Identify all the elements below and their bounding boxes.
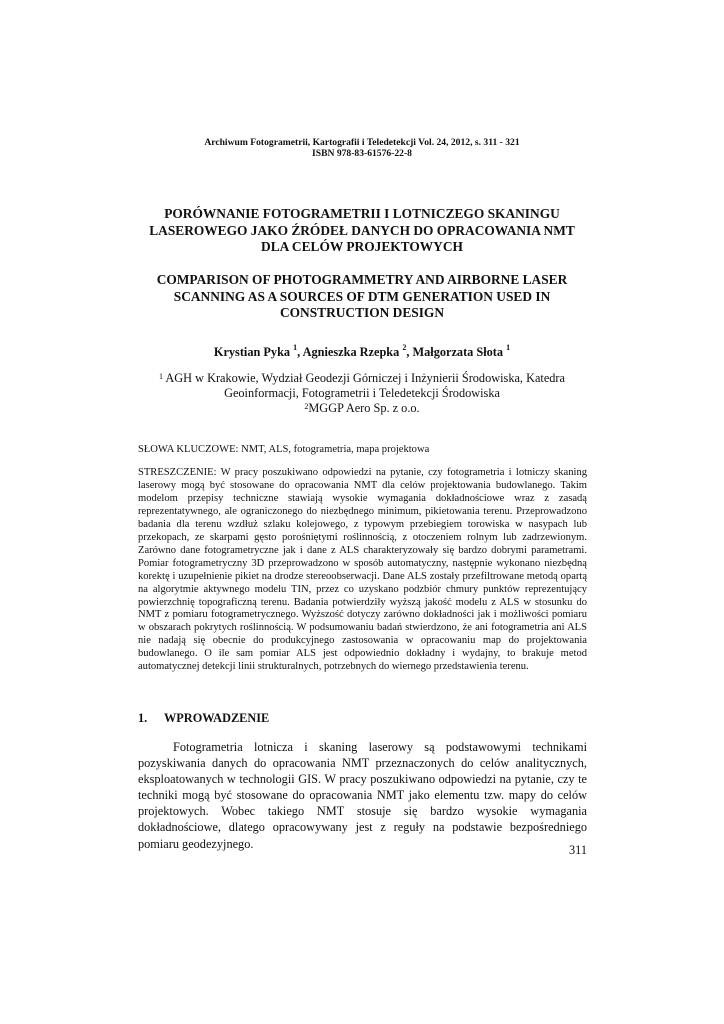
affiliation-mark: 1: [159, 372, 163, 381]
affiliations: [140, 371, 584, 416]
author-name: Agnieszka Rzepka: [302, 345, 400, 359]
author-name: Krystian Pyka: [213, 345, 291, 359]
keywords: SŁOWA KLUCZOWE: NMT, ALS, fotogrametria, mapa projektowa: [138, 444, 430, 455]
author-affiliation-mark: 1: [506, 343, 511, 352]
title-polish-line: PORÓWNANIE FOTOGRAMETRII I LOTNICZEGO SKANINGU: [164, 206, 560, 221]
affiliation-text: AGH w Krakowie, Wydział Geodezji Górniczej i Inżynierii Środowiska, Katedra: [165, 371, 565, 385]
journal-header: [0, 137, 724, 159]
affiliation-line: [140, 401, 584, 416]
journal-citation: Archiwum Fotogrametrii, Kartografii i Teledetekcji Vol. 24, 2012, s. 311 - 321: [204, 137, 520, 148]
intro-paragraph: Fotogrametria lotnicza i skaning laserowy są podstawowymi technikami pozyskiwania danych do opracowania NMT przeznaczonych do celów analitycznych, eksploatowanych w technologii GIS. W pracy poszukiwano odpowiedzi na pytanie, czy te techniki mogą być stosowane do opracowania NMT jako elementu tzw. mapy do celów projektowych. Wobec takiego NMT stosuje się bardzo wysokie wymagania dokładnościowe, dlatego opracowywany jest z reguły na podstawie bezpośredniego pomiaru geodezyjnego.: [138, 740, 587, 851]
title-polish-line: DLA CELÓW PROJEKTOWYCH: [261, 239, 463, 254]
title-english: [110, 272, 614, 322]
affiliation-mark: 2: [304, 402, 309, 411]
section-heading: [138, 711, 269, 726]
author-affiliation-mark: 1: [293, 343, 298, 352]
affiliation-line: Geoinformacji, Fotogrametrii i Teledetekcji Środowiska: [224, 386, 500, 400]
title-english-line: SCANNING AS A SOURCES OF DTM GENERATION USED IN: [173, 288, 551, 304]
affiliation-line: [140, 371, 584, 386]
abstract: STRESZCZENIE: W pracy poszukiwano odpowiedzi na pytanie, czy fotogrametria i lotniczy skaning laserowy mogą być stosowane do opracowania NMT dla celów projektowania budowlanego. Takim modelom przepisy techniczne stawiają wysokie wymagania dokładnościowe wraz z zasadą reprezentatywnego, ale ograniczonego do niezbędnego minimum, pikietowania terenu. Przeprowadzono badania dla terenu wzdłuż szlaku kolejowego, z typowym przebiegiem torowiska w nasypach lub przekopach, ze skarpami gęsto porośniętymi roślinnością, z otoczeniem rolnym lub zadrzewionym. Zarówno dane fotogrametryczne jak i dane z ALS charakteryzowały się bardzo dobrymi parametrami. Pomiar fotogrametryczny 3D przeprowadzono w sposób automatyczny, następnie wykonano niezbędną korektę i uzupełnienie pikiet na drodze stereoobserwacji. Dane ALS zostały przefiltrowane metodą opartą na algorytmie aktywnego modelu TIN, przez co uzyskano podzbiór chmury punktów reprezentujący powierzchnię topograficzną terenu. Badania potwierdziły wyższą jakość modelu z ALS w stosunku do NMT z pomiaru fotogrametrycznego. Wyższość dotyczy zarówno dokładności jak i możliwości pomiaru w obszarach pokrytych roślinnością. W podsumowaniu badań stwierdzono, że ani fotogrametria ani ALS nie nadają się obecnie do produkcyjnego zastosowania w opracowaniu map do projektowania budowlanego. O ile sam pomiar ALS jest odpowiednio dokładny i wydajny, to brakuje metod automatycznej detekcji linii strukturalnych, potrzebnych do wiernego przedstawienia terenu.: [138, 467, 587, 673]
author-list: [0, 345, 724, 360]
author-separator: ,: [406, 345, 413, 359]
body-text: [138, 739, 587, 852]
title-polish: [110, 206, 614, 256]
section-number: 1.: [138, 711, 148, 725]
isbn: ISBN 978-83-61576-22-8: [312, 148, 412, 159]
author-affiliation-mark: 2: [402, 343, 407, 352]
page-number: 311: [569, 843, 587, 857]
title-polish-line: LASEROWEGO JAKO ŹRÓDEŁ DANYCH DO OPRACOWANIA NMT: [149, 222, 575, 238]
author-separator: ,: [297, 345, 303, 359]
section-title: WPROWADZENIE: [164, 711, 270, 725]
affiliation-text: MGGP Aero Sp. z o.o.: [308, 401, 420, 415]
author-name: Małgorzata Słota: [412, 345, 504, 359]
title-english-line: COMPARISON OF PHOTOGRAMMETRY AND AIRBORNE LASER: [156, 272, 568, 287]
title-english-line: CONSTRUCTION DESIGN: [279, 305, 445, 320]
